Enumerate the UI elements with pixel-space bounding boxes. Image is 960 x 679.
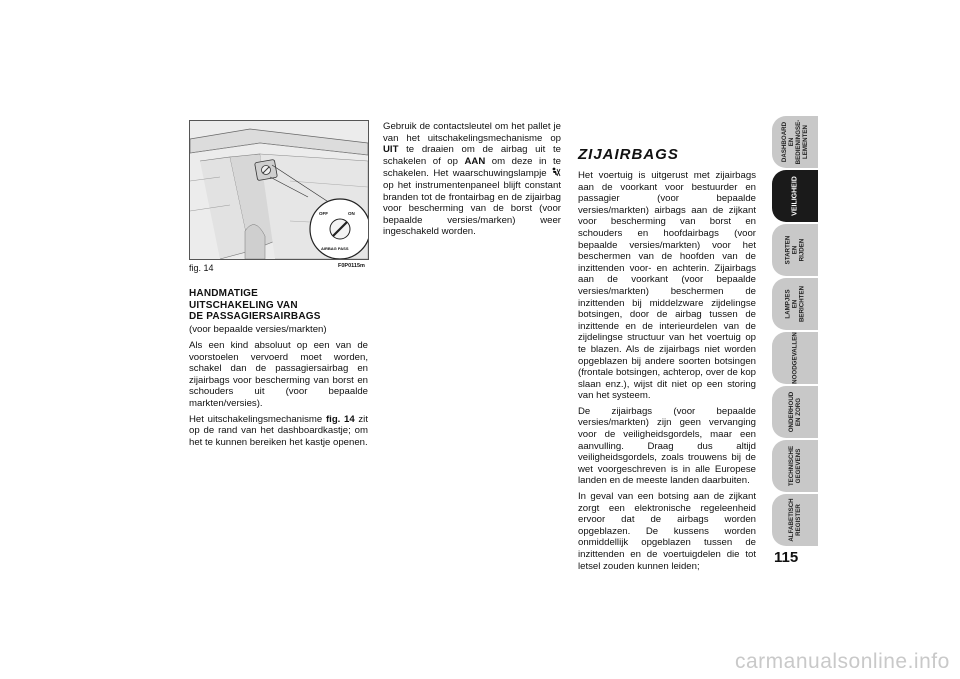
tab-onderhoud[interactable] <box>772 386 818 438</box>
tab-noodgevallen[interactable] <box>772 332 818 384</box>
left-paragraphs <box>189 340 368 448</box>
fig-reference: fig. 14 <box>325 413 355 425</box>
tab-label: ALFABETISCH REGISTER <box>788 498 802 542</box>
paragraph-fig-reference <box>189 414 368 449</box>
section-subheading: (voor bepaalde versies/markten) <box>189 323 327 335</box>
dashboard-glovebox-illustration <box>190 121 368 259</box>
tab-technische[interactable] <box>772 440 818 492</box>
switch-airbag-pass-label: AIRBAG PASS <box>321 246 349 251</box>
page-number: 115 <box>774 549 799 566</box>
tab-label: DASHBOARD EN BEDIENINGSE- LEMENTEN <box>781 119 809 165</box>
paragraph: In geval van een botsing aan de zijkant zorgt een elektronische regeleenheid ervoor dat de airbags worden opgeblazen. De kussens worden onmiddellijk opgeblazen tussen de inzittenden en de voertuigdelen die tot letsel zouden kunnen leiden; <box>578 491 756 572</box>
text-run: op het instrumentenpaneel blijft constant branden tot de frontairbag en de zijairbag voor bescherming van de borst (voor bepaalde versies/marken) weer ingeschakeld worden. <box>383 179 561 238</box>
middle-column <box>383 121 561 238</box>
section-heading-manual-deactivation <box>189 288 368 323</box>
figure-14 <box>189 120 369 260</box>
tab-alfabetisch[interactable] <box>772 494 818 546</box>
off-keyword: UIT <box>383 144 399 156</box>
text-run: Het uitschakelingsmechanisme <box>189 413 326 425</box>
page-title: ZIJAIRBAGS <box>578 146 679 163</box>
paragraph: Als een kind absoluut op een van de voorstoelen vervoerd moet worden, schakel dan de passagiersairbag en zijairbags voor bescherming van borst en schouders uit (voor bepaalde markten/versies). <box>189 340 368 410</box>
airbag-warning-light-icon <box>551 167 561 177</box>
tab-starten[interactable] <box>772 224 818 276</box>
tab-label: LAMPJES EN BERICHTEN <box>784 285 806 323</box>
figure-caption: fig. 14 <box>189 263 214 273</box>
paragraph: De zijairbags (voor bepaalde versies/markten) zijn geen vervanging voor de veiligheidsgordels, maar een aanvulling. Draag dus altijd veiligheidsgordels, zoals trouwens bij de wet voorgeschreven is in alle Europese landen en de meeste landen daarbuiten. <box>578 405 756 487</box>
tab-label: STARTEN EN RIJDEN <box>784 235 806 265</box>
paragraph-switch-instructions <box>383 121 561 238</box>
tab-label: ONDERHOUD EN ZORG <box>788 391 802 433</box>
heading-line-3: DE PASSAGIERSAIRBAGS <box>189 311 321 322</box>
tab-label: TECHNISCHE GEGEVENS <box>788 445 802 487</box>
figure-code: F0P0115m <box>338 263 365 269</box>
tab-label: VEILIGHEID <box>791 176 799 216</box>
text-run: om deze in te schakelen. Het waarschuwingslampje <box>383 155 561 180</box>
switch-off-label: OFF <box>319 211 328 216</box>
text-run: Gebruik de contactsleutel om het pallet je van het uitschakelingsmechanisme op <box>383 121 561 144</box>
tab-lampjes[interactable] <box>772 278 818 330</box>
tab-veiligheid[interactable] <box>772 170 818 222</box>
watermark: carmanualsonline.info <box>735 650 950 673</box>
left-column <box>189 288 368 448</box>
tab-label: NOODGEVALLEN <box>791 332 799 384</box>
on-keyword: AAN <box>464 155 486 167</box>
paragraph: Het voertuig is uitgerust met zijairbags aan de voorkant voor bestuurder en passagier (voor bepaalde versies/markten) airbags aan de zijkant voor bescherming van borst en schouders en hoofdairbags (voor bepaalde versies/markten) voor het beschermen van de hoofden van de inzittenden voor- en achterin. Zijairbags aan de voorkant (voor bepaalde versies/markten) beschermen de inzittenden bij middelzware zijdelingse botsingen, door de airbag tussen de inzittende en de interieurdelen van de zijdelingse structuur van het voertuig op te blazen. Als de zijairbags niet worden opgeblazen bij andere soorten botsingen (frontale botsingen, achterop, over de kop slaan enz.), wijst dit niet op een storing van het systeem. <box>578 170 756 402</box>
tab-dashboard[interactable] <box>772 116 818 168</box>
right-column <box>578 170 756 572</box>
switch-on-label: ON <box>348 211 355 216</box>
heading-line-1: HANDMATIGE <box>189 288 259 299</box>
text-run: te draaien om de airbag uit te schakelen of op <box>383 144 561 167</box>
text-run: zit op de rand van het dashboardkastje; om het te kunnen bereiken het kastje openen. <box>189 413 368 448</box>
heading-line-2: UITSCHAKELING VAN <box>189 299 298 311</box>
